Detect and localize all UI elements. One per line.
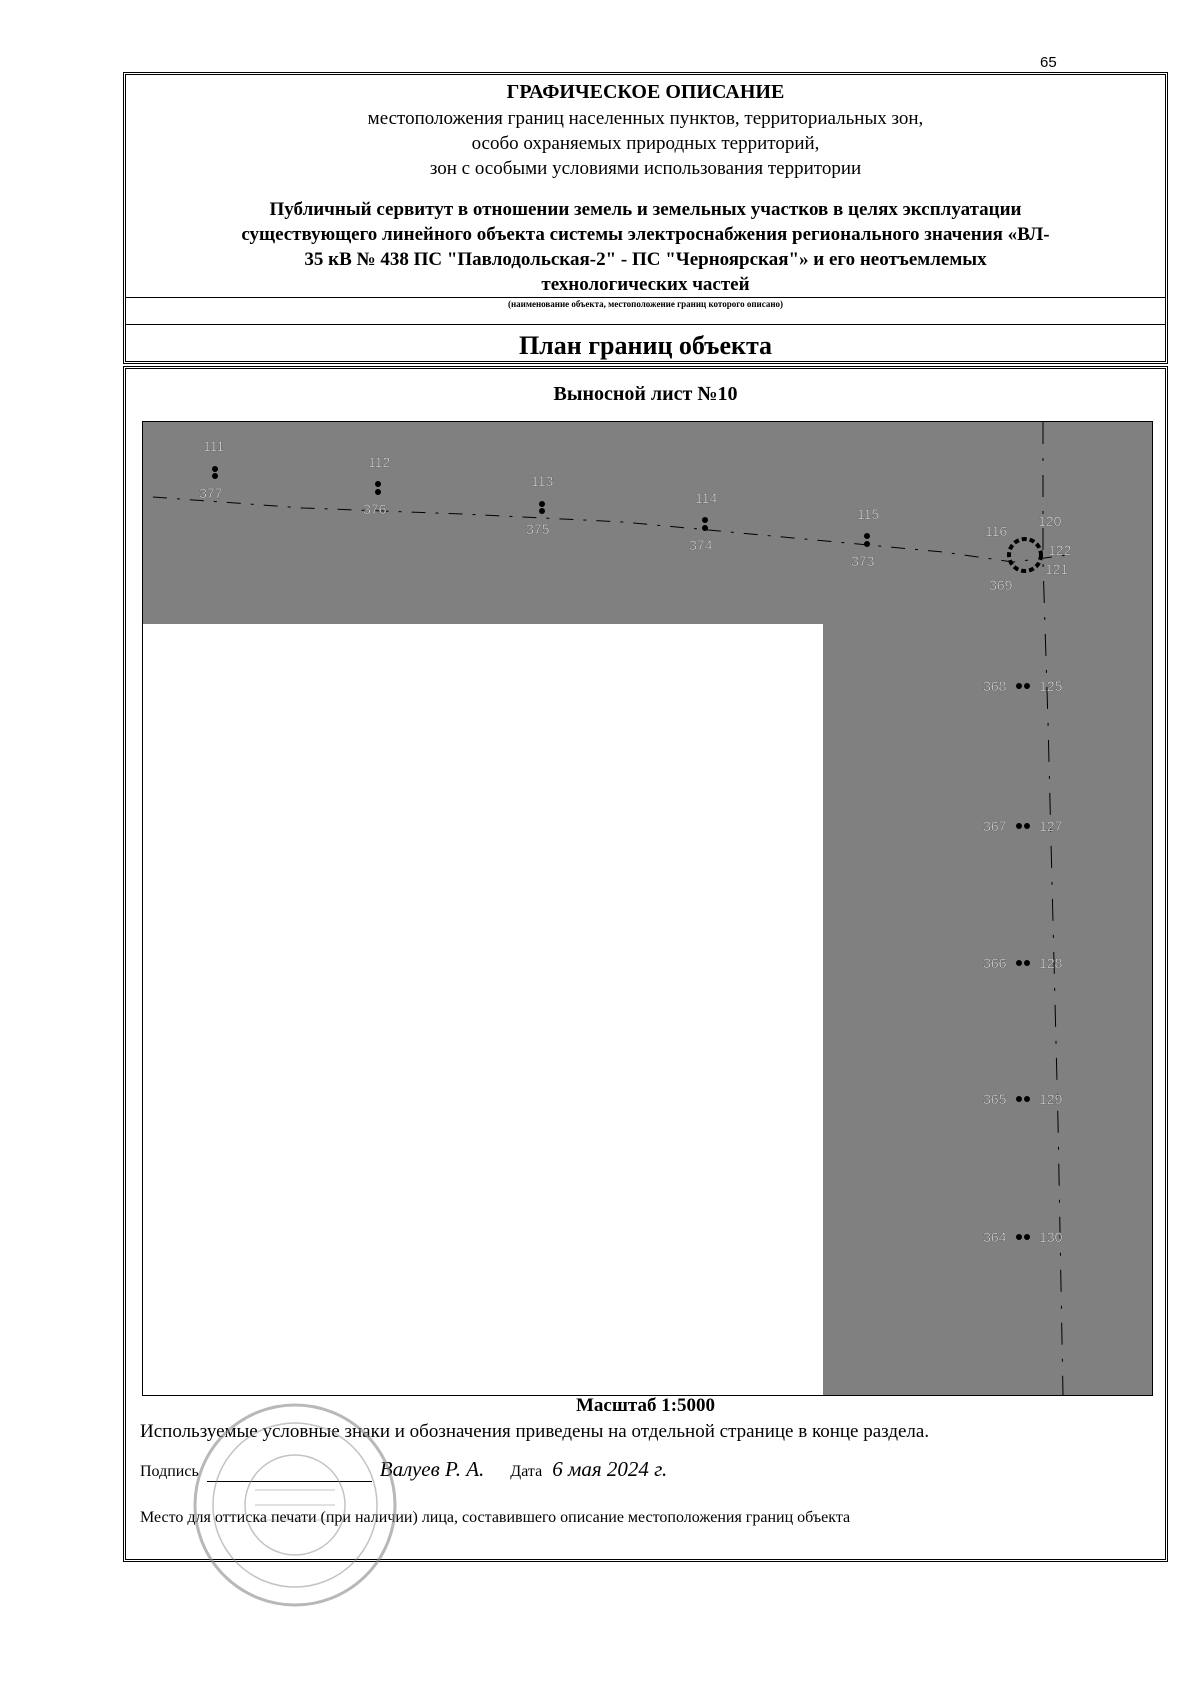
date-value: 6 мая 2024 г.: [552, 1457, 668, 1481]
page-number: 65: [1040, 54, 1057, 71]
map-scale: Масштаб 1:5000: [575, 1395, 716, 1416]
point-label: 366: [983, 955, 1007, 971]
point-label: 121: [1045, 561, 1069, 577]
point-label: 129: [1039, 1091, 1063, 1107]
signature-row: [140, 1457, 667, 1482]
point-label: 114: [695, 490, 718, 506]
point-label: 376: [363, 501, 387, 517]
document-title: ГРАФИЧЕСКОЕ ОПИСАНИЕ: [506, 81, 785, 103]
subtitle-line: особо охраняемых природных территорий,: [471, 133, 820, 154]
date-label: Дата: [510, 1463, 543, 1480]
stamp-note: Место для оттиска печати (при наличии) лица, составившего описание местоположения границ объекта: [140, 1509, 851, 1526]
divider: [126, 324, 1165, 325]
point-label: 368: [983, 678, 1007, 694]
plan-title: План границ объекта: [518, 331, 773, 360]
point-label: 111: [203, 438, 225, 454]
point-label: 130: [1039, 1229, 1063, 1245]
legend-note: Используемые условные знаки и обозначения приведены на отдельной странице в конце раздела.: [140, 1421, 930, 1442]
point-label: 373: [851, 553, 875, 569]
object-caption: (наименование объекта, местоположение границ которого описано): [507, 299, 784, 309]
point-label: 122: [1048, 542, 1072, 558]
point-label: 365: [983, 1091, 1007, 1107]
point-label: 367: [983, 818, 1007, 834]
point-label: 377: [199, 485, 223, 501]
point-label: 115: [857, 506, 880, 522]
object-line: технологических частей: [541, 274, 750, 295]
point-label: 364: [983, 1229, 1007, 1245]
zone-area: [143, 422, 1152, 1395]
map-canvas: [143, 422, 1152, 1395]
object-line: Публичный сервитут в отношении земель и земельных участков в целях эксплуатации: [269, 199, 1022, 220]
point-label: 375: [526, 521, 550, 537]
point-label: 113: [531, 473, 554, 489]
point-label: 369: [989, 577, 1013, 593]
subtitle-line: зон с особыми условиями использования территории: [429, 158, 862, 179]
signature-label: Подпись: [140, 1463, 199, 1480]
signer-name: Валуев Р. А.: [379, 1457, 485, 1481]
object-line: 35 кВ № 438 ПС "Павлодольская-2" - ПС "Черноярская"» и его неотъемлемых: [304, 249, 987, 270]
object-name: [156, 197, 1135, 297]
point-label: 116: [985, 523, 1008, 539]
point-label: 112: [368, 454, 391, 470]
header-box: [123, 72, 1168, 364]
point-label: 127: [1039, 818, 1063, 834]
document-subtitle: [126, 106, 1165, 181]
sheet-box: [123, 366, 1168, 1562]
divider: [126, 297, 1165, 298]
point-label: 128: [1039, 955, 1063, 971]
signature-line: [207, 1465, 372, 1482]
point-label: 125: [1039, 678, 1063, 694]
point-label: 374: [689, 537, 713, 553]
point-label: 120: [1038, 513, 1062, 529]
boundary-map: [142, 421, 1153, 1396]
subtitle-line: местоположения границ населенных пунктов, территориальных зон,: [367, 108, 924, 129]
sheet-title: Выносной лист №10: [553, 383, 738, 405]
object-line: существующего линейного объекта системы электроснабжения регионального значения «ВЛ-: [241, 224, 1050, 245]
